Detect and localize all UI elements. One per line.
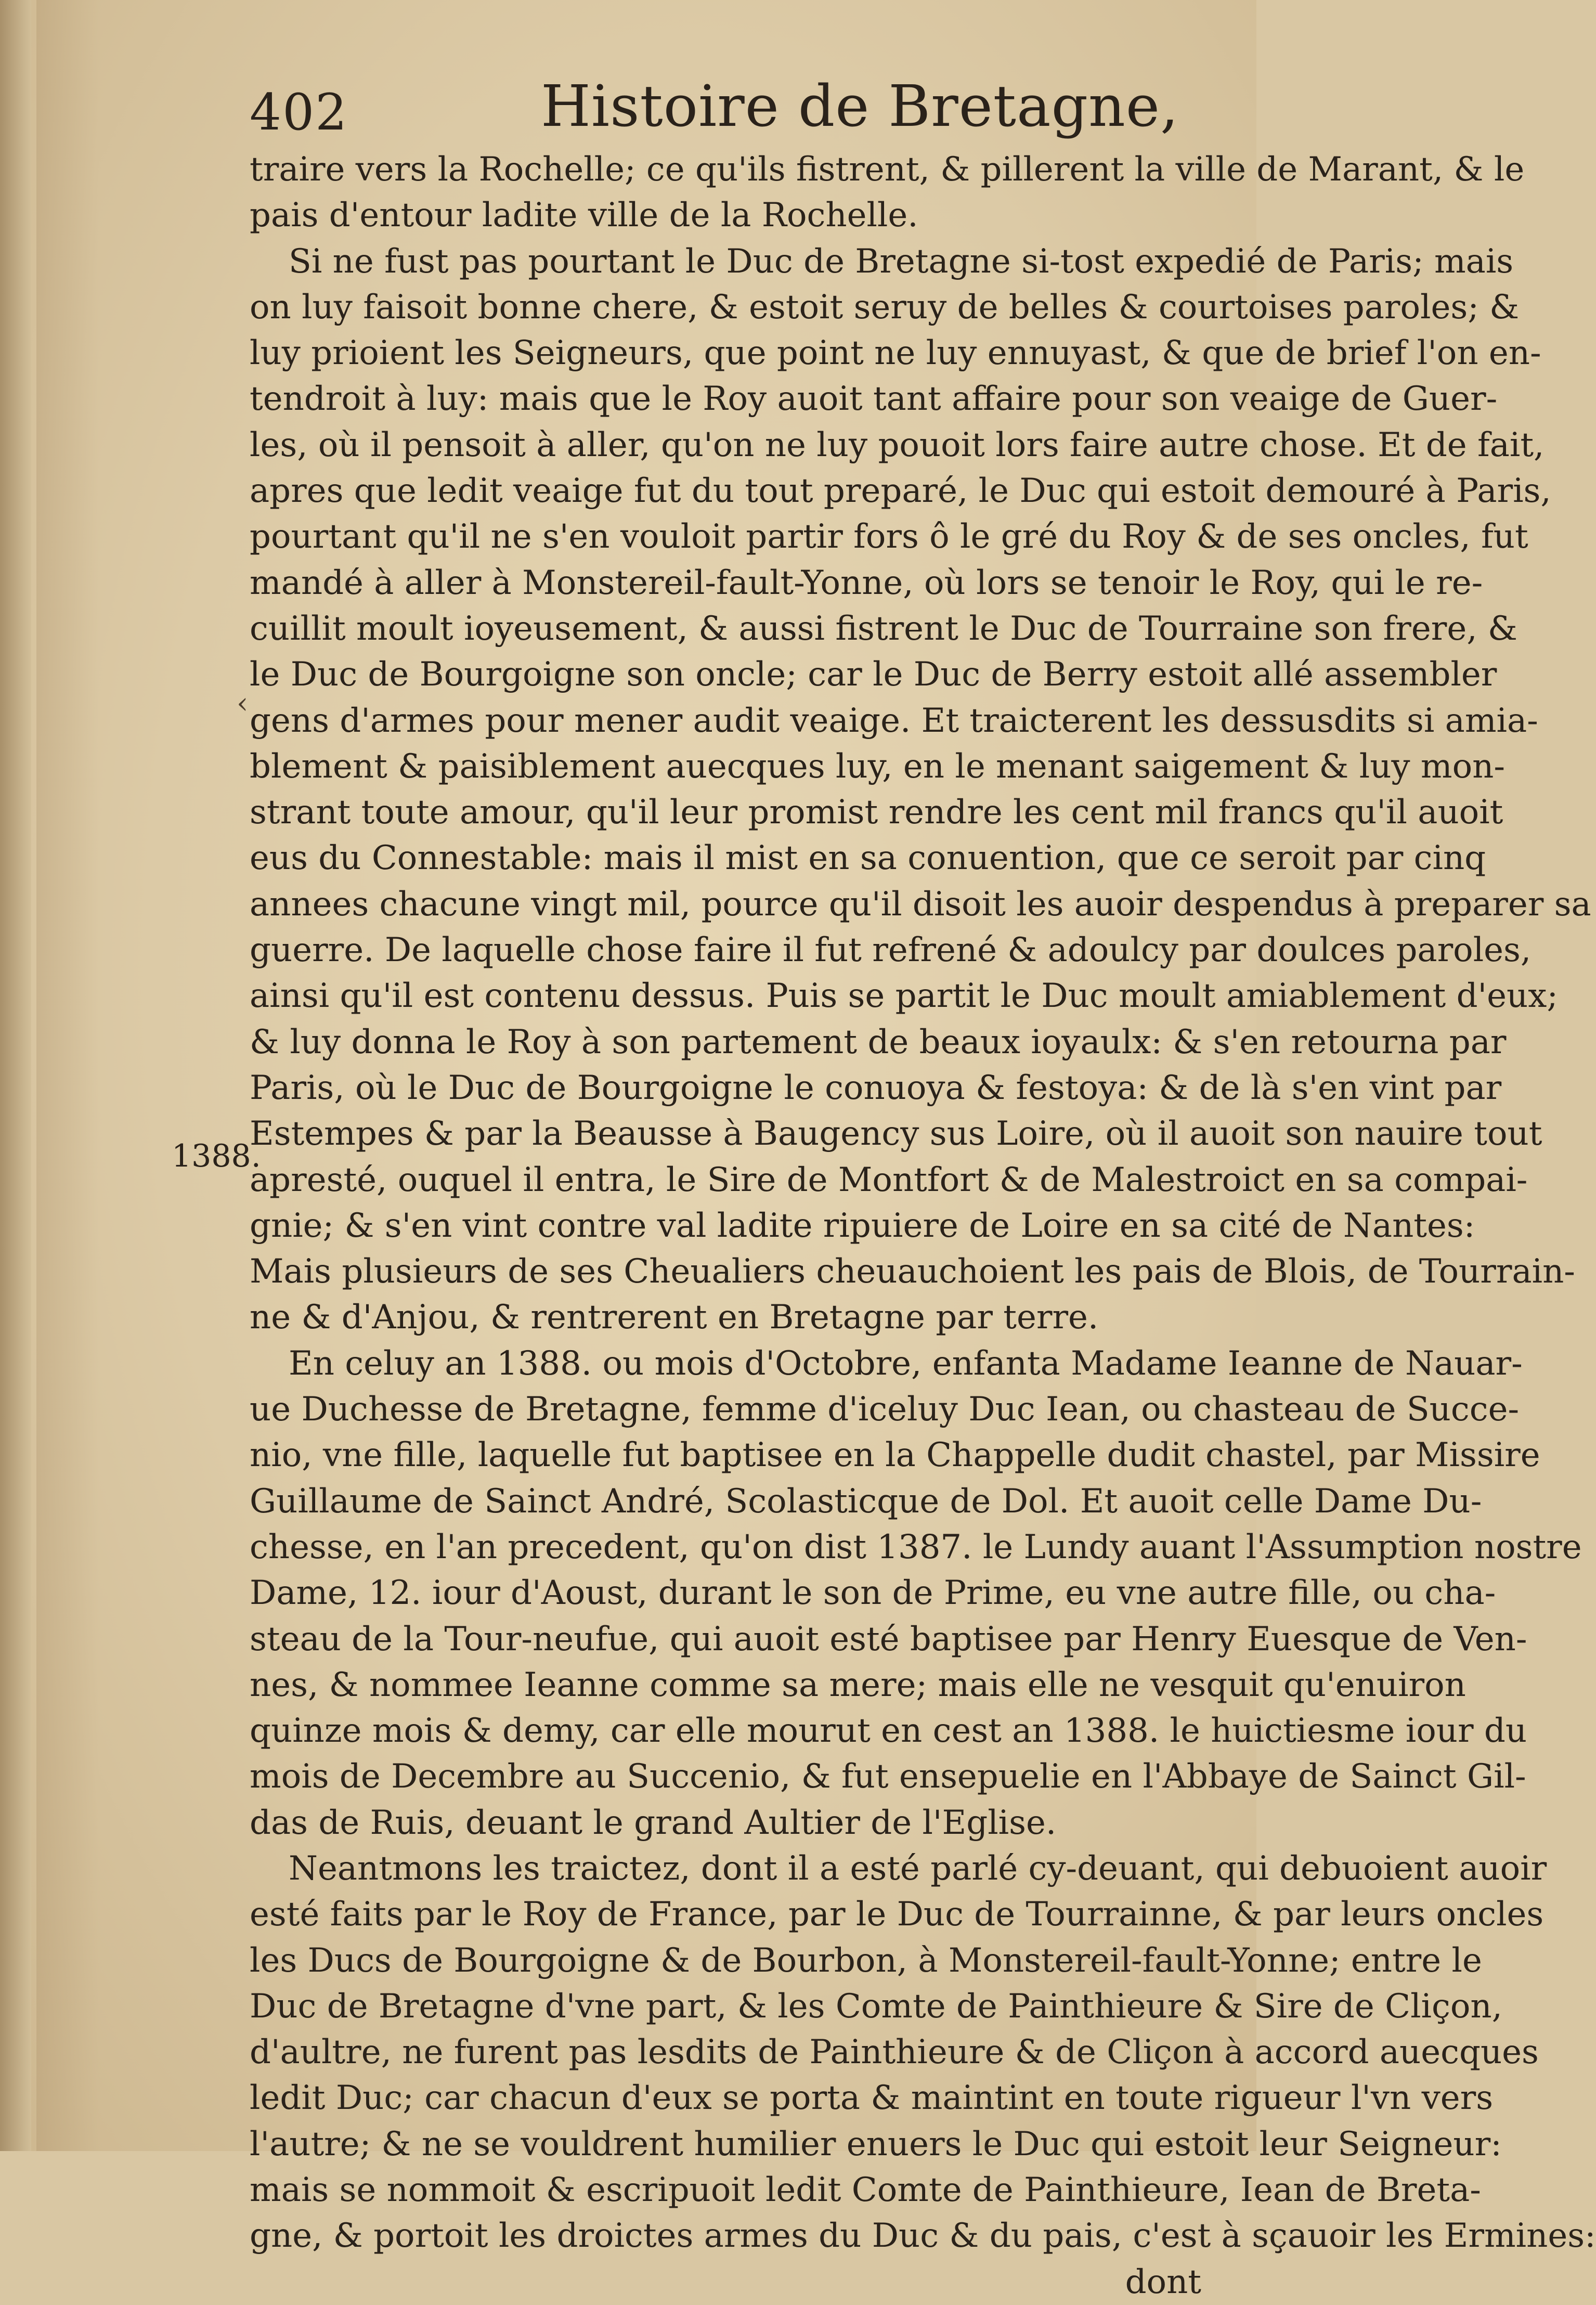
text-line: Si ne fust pas pourtant le Duc de Bretagne si-tost expedié de Paris; mais xyxy=(289,242,1514,281)
page-header xyxy=(250,62,1212,140)
text-line: gnie; & s'en vint contre val ladite ripuiere de Loire en sa cité de Nantes: xyxy=(250,1206,1475,1245)
text-line: mois de Decembre au Succenio, & fut ensepuelie en l'Abbaye de Sainct Gil- xyxy=(250,1757,1526,1796)
text-line: apresté, ouquel il entra, le Sire de Montfort & de Malestroict en sa compai- xyxy=(250,1160,1528,1199)
text-line: ainsi qu'il est contenu dessus. Puis se partit le Duc moult amiablement d'eux; xyxy=(250,977,1558,1016)
text-line: tendroit à luy: mais que le Roy auoit tant affaire pour son veaige de Guer- xyxy=(250,380,1498,419)
text-line: eus du Connestable: mais il mist en sa conuention, que ce seroit par cinq xyxy=(250,839,1486,878)
text-line: annees chacune vingt mil, pource qu'il disoit les auoir despendus à preparer sa xyxy=(250,885,1591,924)
text-line: l'autre; & ne se vouldrent humilier enuers le Duc qui estoit leur Seigneur: xyxy=(250,2125,1502,2164)
body-text xyxy=(250,147,1596,2305)
text-line: steau de la Tour-neufue, qui auoit esté baptisee par Henry Euesque de Ven- xyxy=(250,1620,1527,1659)
text-line: le Duc de Bourgoigne son oncle; car le Duc de Berry estoit allé assembler xyxy=(250,655,1497,694)
text-line: Estempes & par la Beausse à Baugency sus Loire, où il auoit son nauire tout xyxy=(250,1115,1542,1154)
text-line: chesse, en l'an precedent, qu'on dist 1387. le Lundy auant l'Assumption nostre xyxy=(250,1527,1582,1566)
text-line: gens d'armes pour mener audit veaige. Et traicterent les dessusdits si amia- xyxy=(250,701,1538,740)
margin-year-note: 1388. xyxy=(172,1138,261,1174)
text-line: mais se nommoit & escripuoit ledit Comte de Painthieure, Iean de Breta- xyxy=(250,2171,1481,2210)
text-line: on luy faisoit bonne chere, & estoit seruy de belles & courtoises paroles; & xyxy=(250,288,1520,327)
text-line: gne, & portoit les droictes armes du Duc & du pais, c'est à sçauoir les Ermines: xyxy=(250,2217,1596,2256)
text-line: Duc de Bretagne d'vne part, & les Comte de Painthieure & Sire de Cliçon, xyxy=(250,1987,1502,2026)
text-line: Dame, 12. iour d'Aoust, durant le son de Prime, eu vne autre fille, ou cha- xyxy=(250,1574,1496,1613)
text-line: luy prioient les Seigneurs, que point ne luy ennuyast, & que de brief l'on en- xyxy=(250,334,1541,373)
text-line: En celuy an 1388. ou mois d'Octobre, enfanta Madame Ieanne de Nauar- xyxy=(289,1344,1523,1383)
text-line: das de Ruis, deuant le grand Aultier de l'Eglise. xyxy=(250,1803,1057,1842)
text-line: pais d'entour ladite ville de la Rochelle. xyxy=(250,196,918,235)
text-line: & luy donna le Roy à son partement de beaux ioyaulx: & s'en retourna par xyxy=(250,1022,1507,1061)
text-line: ue Duchesse de Bretagne, femme d'iceluy Duc Iean, ou chasteau de Succe- xyxy=(250,1390,1520,1429)
text-line: quinze mois & demy, car elle mourut en cest an 1388. le huictiesme iour du xyxy=(250,1712,1527,1751)
text-line: ledit Duc; car chacun d'eux se porta & maintint en toute rigueur l'vn vers xyxy=(250,2079,1494,2118)
text-line: les Ducs de Bourgoigne & de Bourbon, à Monstereil-fault-Yonne; entre le xyxy=(250,1941,1482,1980)
text-line: nio, vne fille, laquelle fut baptisee en la Chappelle dudit chastel, par Missire xyxy=(250,1436,1540,1475)
text-line: mandé à aller à Monstereil-fault-Yonne, où lors se tenoir le Roy, qui le re- xyxy=(250,563,1483,602)
text-line: Guillaume de Sainct André, Scolasticque de Dol. Et auoit celle Dame Du- xyxy=(250,1482,1482,1521)
text-line: nes, & nommee Ieanne comme sa mere; mais elle ne vesquit qu'enuiron xyxy=(250,1665,1466,1704)
text-line: Paris, où le Duc de Bourgoigne le conuoya & festoya: & de là s'en vint par xyxy=(250,1068,1502,1107)
text-line: dont xyxy=(1125,2262,1201,2301)
text-line: guerre. De laquelle chose faire il fut refrené & adoulcy par doulces paroles, xyxy=(250,931,1532,970)
text-line: cuillit moult ioyeusement, & aussi fistrent le Duc de Tourraine son frere, & xyxy=(250,609,1517,648)
text-line: Neantmons les traictez, dont il a esté parlé cy-deuant, qui debuoient auoir xyxy=(289,1849,1547,1888)
text-line: pourtant qu'il ne s'en vouloit partir fors ô le gré du Roy & de ses oncles, fut xyxy=(250,517,1528,556)
text-line: ne & d'Anjou, & rentrerent en Bretagne par terre. xyxy=(250,1298,1099,1337)
text-line: strant toute amour, qu'il leur promist rendre les cent mil francs qu'il auoit xyxy=(250,793,1503,832)
text-line: les, où il pensoit à aller, qu'on ne luy pouoit lors faire autre chose. Et de fait, xyxy=(250,425,1545,464)
text-line: apres que ledit veaige fut du tout preparé, le Duc qui estoit demouré à Paris, xyxy=(250,472,1551,511)
margin-mark: ‹ xyxy=(237,687,249,720)
text-line: traire vers la Rochelle; ce qu'ils fistrent, & pillerent la ville de Marant, & le xyxy=(250,150,1525,189)
page-stain xyxy=(36,0,99,2151)
text-line: Mais plusieurs de ses Cheualiers cheuauchoient les pais de Blois, de Tourrain- xyxy=(250,1252,1575,1291)
page-number: 402 xyxy=(250,83,348,141)
text-line: d'aultre, ne furent pas lesdits de Painthieure & de Cliçon à accord auecques xyxy=(250,2033,1539,2072)
page-gutter xyxy=(0,0,31,2151)
text-line: esté faits par le Roy de France, par le Duc de Tourrainne, & par leurs oncles xyxy=(250,1895,1544,1934)
running-title: Histoire de Bretagne, xyxy=(541,73,1179,139)
text-line: blement & paisiblement auecques luy, en le menant saigement & luy mon- xyxy=(250,747,1505,786)
